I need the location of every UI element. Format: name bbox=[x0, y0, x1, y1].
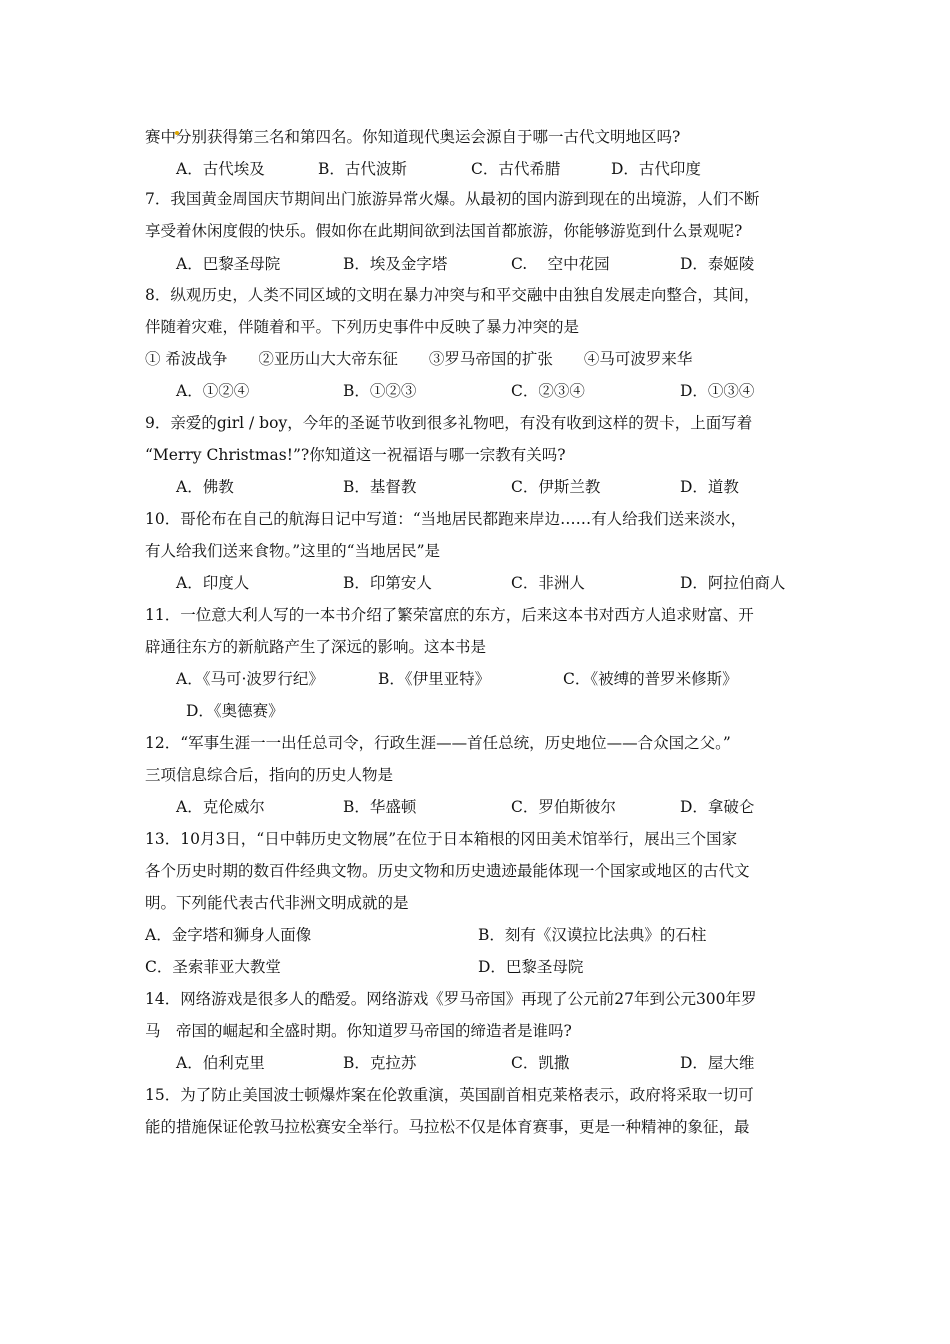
question-13-options bbox=[0, 956, 950, 978]
question-12-options bbox=[0, 796, 950, 818]
option-c: C．《被缚的普罗米修斯》 bbox=[563, 670, 738, 688]
question-8-events-line: ① 希波战争 ②亚历山大大帝东征 ③罗马帝国的扩张 ④马可波罗来华 bbox=[145, 350, 693, 368]
question-6-options bbox=[0, 158, 950, 180]
question-8-options bbox=[0, 380, 950, 402]
option-d: D．阿拉伯商人 bbox=[680, 574, 786, 592]
option-d: D．古代印度 bbox=[611, 160, 701, 178]
option-b: B．印第安人 bbox=[343, 574, 432, 592]
option-d: D．屋大维 bbox=[680, 1054, 755, 1072]
option-c: C．罗伯斯彼尔 bbox=[511, 798, 616, 816]
option-c: C．圣索菲亚大教堂 bbox=[145, 958, 281, 976]
question-13-text-line: 明。下列能代表古代非洲文明成就的是 bbox=[145, 894, 409, 912]
question-14-options bbox=[0, 1052, 950, 1074]
question-7-text-line: 7．我国黄金周国庆节期间出门旅游异常火爆。从最初的国内游到现在的出境游，人们不断 bbox=[145, 190, 760, 208]
option-c: C．非洲人 bbox=[511, 574, 585, 592]
question-15-text-line: 能的措施保证伦敦马拉松赛安全举行。马拉松不仅是体育赛事，更是一种精神的象征，最 bbox=[145, 1118, 750, 1136]
option-a: A．①②④ bbox=[176, 382, 250, 400]
option-b: B．埃及金字塔 bbox=[343, 255, 448, 273]
option-d: D．①③④ bbox=[680, 382, 755, 400]
option-d: D．道教 bbox=[680, 478, 739, 496]
option-b: B．克拉苏 bbox=[343, 1054, 417, 1072]
option-a: A．克伦威尔 bbox=[176, 798, 265, 816]
question-7-options bbox=[0, 253, 950, 275]
option-c: C. 空中花园 bbox=[511, 255, 610, 273]
option-c: C．②③④ bbox=[511, 382, 585, 400]
option-d: D．《奥德赛》 bbox=[186, 702, 284, 720]
question-9-text-line: 9．亲爱的girl / boy，今年的圣诞节收到很多礼物吧，有没有收到这样的贺卡，上面写着 bbox=[145, 414, 753, 432]
option-a: A．印度人 bbox=[176, 574, 250, 592]
question-11-options-continued bbox=[0, 700, 950, 722]
option-a: A．伯利克里 bbox=[176, 1054, 265, 1072]
option-b: B．古代波斯 bbox=[318, 160, 407, 178]
option-d: D．巴黎圣母院 bbox=[478, 958, 584, 976]
question-13-text-line: 13．10月3日，“日中韩历史文物展”在位于日本箱根的冈田美术馆举行，展出三个国家 bbox=[145, 830, 738, 848]
option-a: A．巴黎圣母院 bbox=[176, 255, 281, 273]
option-c: C．伊斯兰教 bbox=[511, 478, 601, 496]
question-10-options bbox=[0, 572, 950, 594]
option-b: B．华盛顿 bbox=[343, 798, 417, 816]
question-10-text-line: 有人给我们送来食物。”这里的“当地居民”是 bbox=[145, 542, 441, 560]
question-15-text-line: 15．为了防止美国波士顿爆炸案在伦敦重演，英国副首相克莱格表示，政府将采取一切可 bbox=[145, 1086, 754, 1104]
question-9-text-line: “Merry Christmas!”?你知道这一祝福语与哪一宗教有关吗? bbox=[145, 446, 566, 464]
question-7-text-line: 享受着休闲度假的快乐。假如你在此期间欲到法国首都旅游，你能够游览到什么景观呢? bbox=[145, 222, 743, 240]
option-a: A．《马可·波罗行纪》 bbox=[176, 670, 324, 688]
option-b: B．《伊里亚特》 bbox=[378, 670, 491, 688]
question-11-options bbox=[0, 668, 950, 690]
option-b: B．基督教 bbox=[343, 478, 417, 496]
option-b: B．刻有《汉谟拉比法典》的石柱 bbox=[478, 926, 707, 944]
question-8-text-line: 8．纵观历史，人类不同区域的文明在暴力冲突与和平交融中由独自发展走向整合，其间， bbox=[145, 286, 760, 304]
question-9-options bbox=[0, 476, 950, 498]
question-13-text-line: 各个历史时期的数百件经典文物。历史文物和历史遗迹最能体现一个国家或地区的古代文 bbox=[145, 862, 750, 880]
question-12-text-line: 三项信息综合后，指向的历史人物是 bbox=[145, 766, 394, 784]
option-a: A．金字塔和狮身人面像 bbox=[145, 926, 312, 944]
option-c: C．古代希腊 bbox=[471, 160, 561, 178]
question-12-text-line: 12．“军事生涯一一出任总司令，行政生涯——首任总统，历史地位——合众国之父。” bbox=[145, 734, 731, 752]
question-14-text-line: 马 帝国的崛起和全盛时期。你知道罗马帝国的缔造者是谁吗? bbox=[145, 1022, 572, 1040]
question-11-text-line: 11．一位意大利人写的一本书介绍了繁荣富庶的东方，后来这本书对西方人追求财富、开 bbox=[145, 606, 754, 624]
question-8-text-line: 伴随着灾难，伴随着和平。下列历史事件中反映了暴力冲突的是 bbox=[145, 318, 580, 336]
question-10-text-line: 10．哥伦布在自己的航海日记中写道：“当地居民都跑来岸边……有人给我们送来淡水， bbox=[145, 510, 747, 528]
option-a: A．古代埃及 bbox=[176, 160, 265, 178]
question-11-text-line: 辟通往东方的新航路产生了深远的影响。这本书是 bbox=[145, 638, 487, 656]
option-c: C．凯撒 bbox=[511, 1054, 570, 1072]
question-6-text-line: 赛中分别获得第三名和第四名。你知道现代奥运会源自于哪一古代文明地区吗? bbox=[145, 128, 681, 146]
option-d: D．泰姬陵 bbox=[680, 255, 755, 273]
option-a: A．佛教 bbox=[176, 478, 234, 496]
option-b: B．①②③ bbox=[343, 382, 417, 400]
option-d: D．拿破仑 bbox=[680, 798, 755, 816]
question-13-options bbox=[0, 924, 950, 946]
question-14-text-line: 14．网络游戏是很多人的酷爱。网络游戏《罗马帝国》再现了公元前27年到公元300年罗 bbox=[145, 990, 757, 1008]
